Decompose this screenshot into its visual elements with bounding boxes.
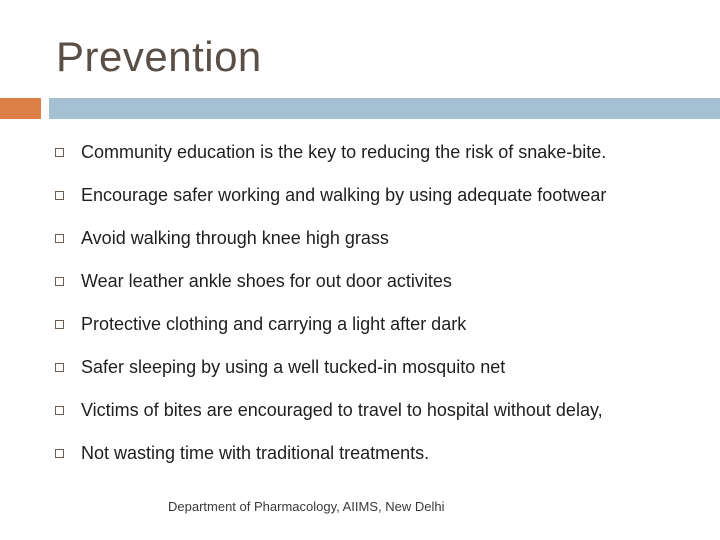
list-item (0, 269, 720, 312)
list-item (0, 441, 720, 484)
square-outline-icon (55, 234, 64, 243)
bullet-text: Victims of bites are encouraged to travel to hospital without delay, (81, 400, 603, 420)
list-item (0, 355, 720, 398)
square-outline-icon (55, 406, 64, 415)
square-outline-icon (55, 191, 64, 200)
square-outline-icon (55, 277, 64, 286)
list-item (0, 312, 720, 355)
square-outline-icon (55, 363, 64, 372)
bullet-text: Encourage safer working and walking by using adequate footwear (81, 185, 607, 205)
list-item (0, 140, 720, 183)
header-accent-bar (0, 98, 41, 119)
slide-footer: Department of Pharmacology, AIIMS, New Delhi (168, 499, 445, 514)
list-item (0, 398, 720, 441)
bullet-text: Not wasting time with traditional treatments. (81, 443, 430, 463)
list-item (0, 183, 720, 226)
list-item (0, 226, 720, 269)
bullet-text: Wear leather ankle shoes for out door activites (81, 271, 452, 291)
slide-title: Prevention (56, 33, 262, 80)
square-outline-icon (55, 449, 64, 458)
bullet-text: Safer sleeping by using a well tucked-in mosquito net (81, 357, 506, 377)
bullet-text: Protective clothing and carrying a light after dark (81, 314, 467, 334)
square-outline-icon (55, 148, 64, 157)
header-divider-bar (49, 98, 720, 119)
bullet-text: Avoid walking through knee high grass (81, 228, 389, 248)
square-outline-icon (55, 320, 64, 329)
bullet-text: Community education is the key to reducing the risk of snake-bite. (81, 142, 607, 162)
bullet-list (0, 140, 720, 484)
